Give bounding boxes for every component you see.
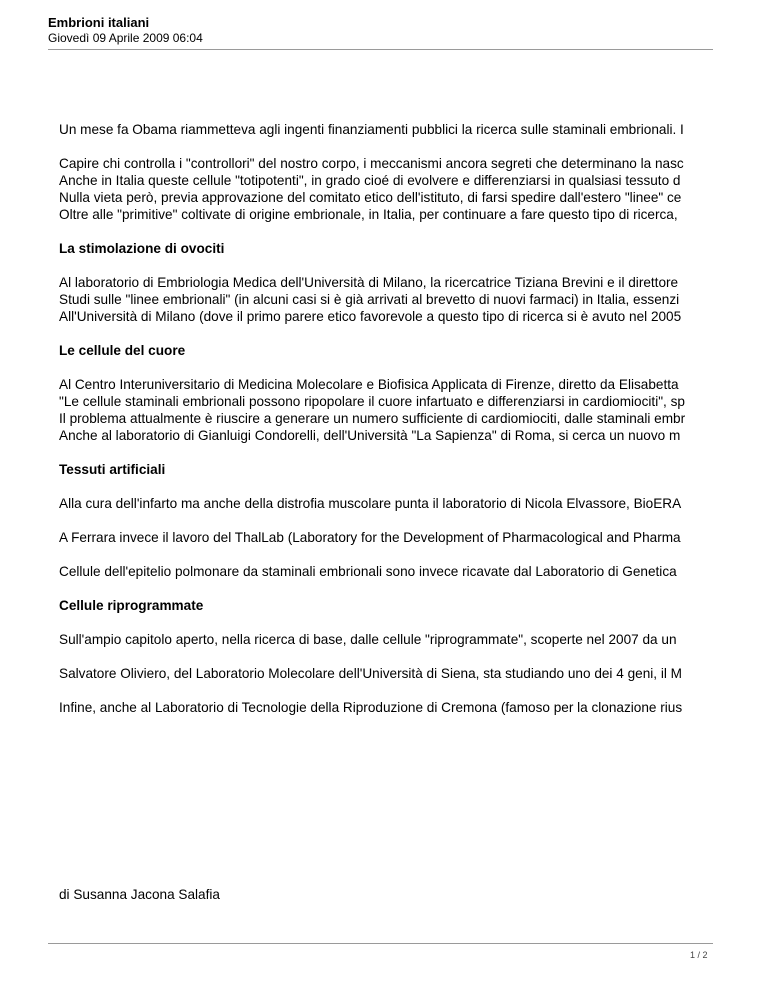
paragraph-gap: [59, 512, 768, 529]
page-number: 1 / 2: [690, 950, 708, 960]
paragraph-line: A Ferrara invece il lavoro del ThalLab (Laboratory for the Development of Pharmacological and Pharma: [59, 530, 681, 545]
paragraph-line: Infine, anche al Laboratorio di Tecnologie della Riproduzione di Cremona (famoso per la clonazione rius: [59, 700, 683, 715]
paragraph-line: Studi sulle "linee embrionali" (in alcuni casi si è già arrivati al brevetto di nuovi farmaci) in Italia, essenzi: [59, 292, 680, 307]
paragraph-line: "Le cellule staminali embrionali possono ripopolare il cuore infartuato e differenziarsi in cardiomiociti", sp: [59, 394, 685, 409]
paragraph-line: Salvatore Oliviero, del Laboratorio Molecolare dell'Università di Siena, sta studiando uno dei 4 geni, il M: [59, 666, 682, 681]
section-heading: La stimolazione di ovociti: [59, 241, 225, 256]
paragraph-line: Anche al laboratorio di Gianluigi Condorelli, dell'Università "La Sapienza" di Roma, si cerca un nuovo m: [59, 428, 681, 443]
paragraph-line: Il problema attualmente è riuscire a generare un numero sufficiente di cardiomiociti, dalle staminali embr: [59, 411, 686, 426]
article-title: Embrioni italiani: [48, 15, 150, 30]
paragraph-gap: [59, 223, 768, 240]
paragraph-line: Al Centro Interuniversitario di Medicina Molecolare e Biofisica Applicata di Firenze, diretto da Elisabetta: [59, 377, 679, 392]
paragraph-gap: [59, 580, 768, 597]
paragraph-gap: [59, 257, 768, 274]
paragraph-gap: [59, 648, 768, 665]
paragraph-gap: [59, 444, 768, 461]
intro-block-line: Oltre alle "primitive" coltivate di origine embrionale, in Italia, per continuare a fare questo tipo di ricerca,: [59, 207, 678, 222]
paragraph-gap: [59, 478, 768, 495]
paragraph-gap: [59, 546, 768, 563]
section-heading: Tessuti artificiali: [59, 462, 166, 477]
article-body: [59, 121, 768, 716]
paragraph-gap: [59, 614, 768, 631]
paragraph-line: All'Università di Milano (dove il primo parere etico favorevole a questo tipo di ricerca si è avuto nel 2005: [59, 309, 682, 324]
paragraph-line: Sull'ampio capitolo aperto, nella ricerca di base, dalle cellule "riprogrammate", scoperte nel 2007 da un: [59, 632, 677, 647]
paragraph-gap: [59, 325, 768, 342]
paragraph-gap: [59, 359, 768, 376]
intro-block-line: Nulla vieta però, previa approvazione del comitato etico dell'istituto, di farsi spedire dall'estero "linee" ce: [59, 190, 682, 205]
section-heading: Cellule riprogrammate: [59, 598, 204, 613]
paragraph-line: Cellule dell'epitelio polmonare da staminali embrionali sono invece ricavate dal Laboratorio di Genetica: [59, 564, 677, 579]
section-heading: Le cellule del cuore: [59, 343, 186, 358]
header-divider: [48, 49, 713, 50]
paragraph-line: Alla cura dell'infarto ma anche della distrofia muscolare punta il laboratorio di Nicola Elvassore, BioERA: [59, 496, 682, 511]
intro-block-line: Anche in Italia queste cellule "totipotenti", in grado cioé di evolvere e differenziarsi in qualsiasi tessuto d: [59, 173, 681, 188]
intro-line: Un mese fa Obama riammetteva agli ingenti finanziamenti pubblici la ricerca sulle staminali embrionali. I: [59, 122, 684, 137]
intro-block-line: Capire chi controlla i "controllori" del nostro corpo, i meccanismi ancora segreti che determinano la nasc: [59, 156, 684, 171]
paragraph-line: Al laboratorio di Embriologia Medica dell'Università di Milano, la ricercatrice Tiziana Brevini e il direttore: [59, 275, 679, 290]
footer-divider: [48, 943, 713, 944]
author-signature: di Susanna Jacona Salafia: [59, 887, 220, 902]
article-date: Giovedì 09 Aprile 2009 06:04: [48, 31, 203, 45]
paragraph-gap: [59, 682, 768, 699]
paragraph-gap: [59, 138, 768, 155]
